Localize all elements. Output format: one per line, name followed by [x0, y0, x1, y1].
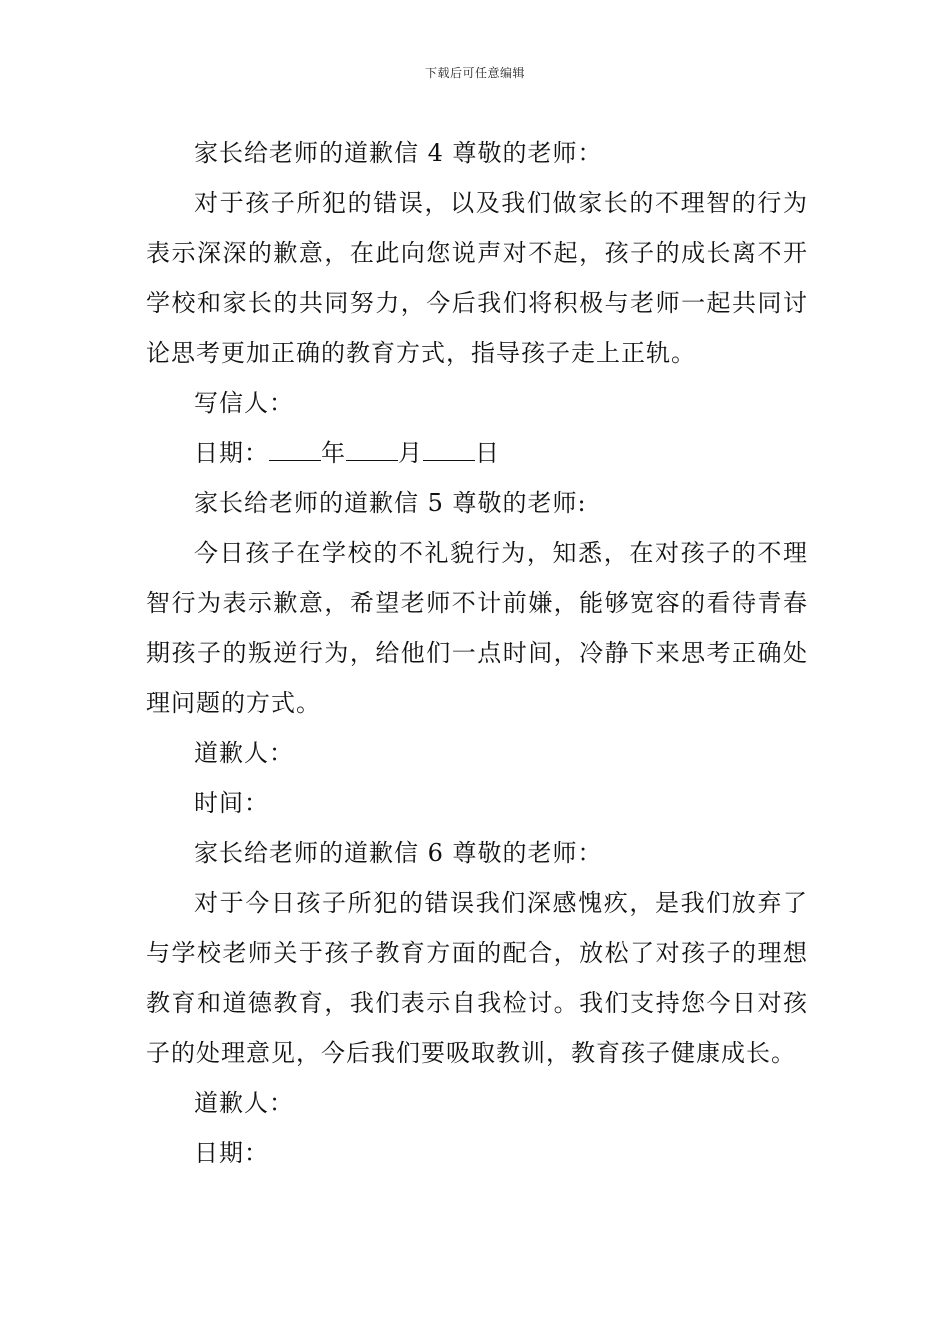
letter-5-time-label: 时间：	[194, 789, 269, 817]
document-body	[146, 128, 808, 1178]
letter-4-date-line	[146, 428, 808, 478]
letter-4-writer-label: 写信人：	[194, 389, 294, 417]
day-label: 日	[475, 439, 500, 467]
letter-6-body: 对于今日孩子所犯的错误我们深感愧疚，是我们放弃了与学校老师关于孩子教育方面的配合，放松了对孩子的理想教育和道德教育，我们表示自我检讨。我们支持您今日对孩子的处理意见，今后我们要吸取教训，教育孩子健康成长。	[146, 889, 808, 1067]
letter-4-body: 对于孩子所犯的错误，以及我们做家长的不理智的行为表示深深的歉意，在此向您说声对不起，孩子的成长离不开学校和家长的共同努力，今后我们将积极与老师一起共同讨论思考更加正确的教育方式，指导孩子走上正轨。	[146, 189, 808, 367]
day-blank	[423, 442, 475, 461]
letter-6-apologizer-label: 道歉人：	[194, 1089, 294, 1117]
month-blank	[346, 442, 398, 461]
page-header-note: 下载后可任意编辑	[424, 66, 525, 80]
date-label: 日期：	[194, 439, 269, 467]
month-label: 月	[398, 439, 423, 467]
year-blank	[269, 442, 321, 461]
letter-5-body: 今日孩子在学校的不礼貌行为，知悉，在对孩子的不理智行为表示歉意，希望老师不计前嫌，能够宽容的看待青春期孩子的叛逆行为，给他们一点时间，冷静下来思考正确处理问题的方式。	[146, 539, 808, 717]
letter-6-title: 家长给老师的道歉信 6 尊敬的老师：	[194, 839, 603, 867]
letter-4-title: 家长给老师的道歉信 4 尊敬的老师：	[194, 139, 603, 167]
letter-5-apologizer-label: 道歉人：	[194, 739, 294, 767]
letter-6-date-label: 日期：	[194, 1139, 269, 1167]
year-label: 年	[321, 439, 346, 467]
letter-5-title: 家长给老师的道歉信 5 尊敬的老师:	[194, 489, 587, 517]
